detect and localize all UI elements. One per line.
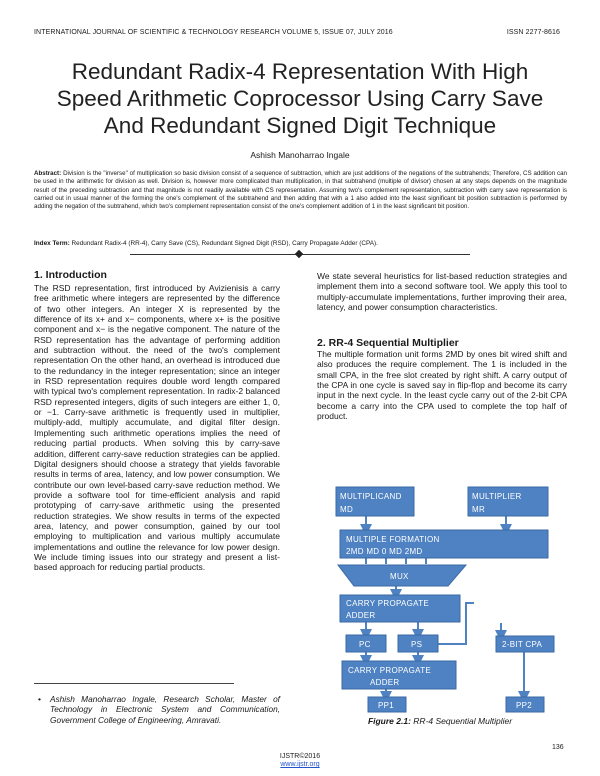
pp2-block <box>506 697 544 712</box>
multiplier-block <box>468 487 548 516</box>
carry-propagate-adder-bottom <box>342 661 456 689</box>
abstract-text: Division is the "inverse" of multiplication so basic division consist of a sequence of subtraction, which are just additions of the negations of the subtrahends; Therefore, CS addition can be used in the arithmetic for division as well. Division is, however more complicated than multiplication, in that subtrahend (multiple of divisor) chosen at any steps depends on the magnitude result of the preceding subtraction and that magnitude is not readily available with CS representation. Assuming two's complement representation, subtraction with carry save representation is carried out in usual manner of the forming the one's complement of the subtrahend and then adding that with a 1 also added into the least significant bit position subtraction is performed by adding the negation of the subtrahend, which two's complement representation consist of the one's complement addition of 1 in the least significant bit position. <box>34 170 567 211</box>
divider-diamond-icon <box>295 250 303 258</box>
footnote-bullet: • <box>38 694 41 704</box>
pc-block <box>346 635 386 652</box>
title-line: Redundant Radix-4 Representation With High <box>71 59 529 84</box>
author-name: Ashish Manoharrao Ingale <box>250 150 350 160</box>
multiplicand-block <box>336 487 414 516</box>
multiple-formation-label: MULTIPLE FORMATION <box>346 535 440 544</box>
paper-title <box>30 58 570 139</box>
multiplicand-label: MULTIPLICAND <box>340 492 402 501</box>
journal-link[interactable]: www.ijstr.org <box>280 761 320 768</box>
title-line: And Redundant Signed Digit Technique <box>103 113 497 138</box>
intro-paragraph: The RSD representation, first introduced by Avizienisis a carry free arithmetic where integers are represented by the difference of two other integers. An integer X is represented by the difference of its x+ and x− components, where x+ is the positive component and x− is the negative component. The nature of the RSD representation has the advantage of performing addition and subtraction without. the need of the two's complement representation On the other hand, an overhead is introduced due to the redundancy in the integer representation; since an integer in RSD representation requires double word length compared with typical two's complement representation. In radix-2 balanced RSD represented integers, digits of such integers are either 1, 0, or −1. Carry-save arithmetic is frequently used in multiplier, multiply-add, multiply accumulate, and digital filter design. Implementing such arithmetic operations implies the need of reducing partial products. When solving this by carry-save addition, different carry-save reduction strategies can be applied. Digital designers should choose a strategy that yields favorable results in terms of area, latency, and low power consumption. We contribute our own level-based carry-save reduction method. We provide a software tool for time-efficient analysis and rapid prototyping of carry-save arithmetic using the presented reduction strategies. We show results in terms of the expected area, latency, and power consumption, gained by our tool employing to multiplication and various multiply accumulate implementations and outline the relevance for low power design. We include timing issues into our strategy and present a list-based approach for reducing partial products. <box>34 283 280 573</box>
issn-header: ISSN 2277-8616 <box>506 29 560 36</box>
journal-copyright: IJSTR©2016 <box>279 753 321 760</box>
two-bit-cpa-block <box>496 636 554 652</box>
pp2-label: PP2 <box>516 701 533 710</box>
intro-heading: 1. Introduction <box>34 269 107 281</box>
pc-label: PC <box>359 640 371 649</box>
caption-label: Figure 2.1: <box>367 716 411 726</box>
multiplier-label: MULTIPLIER <box>472 492 522 501</box>
cpa-top-sub: ADDER <box>346 611 376 620</box>
pp1-block <box>368 697 406 712</box>
mux-block <box>338 565 466 586</box>
figure-caption <box>300 716 580 726</box>
two-bit-cpa-label: 2-BIT CPA <box>502 640 543 649</box>
multiple-formation-block <box>340 530 548 558</box>
ps-block <box>398 635 438 652</box>
mux-label: MUX <box>390 572 409 581</box>
footnote-rule <box>34 683 234 684</box>
carry-propagate-adder-top <box>340 595 460 622</box>
title-line: Speed Arithmetic Coprocessor Using Carry Save <box>56 86 544 111</box>
multiple-formation-sub: 2MD MD 0 MD 2MD <box>346 547 423 556</box>
multiplicand-sub: MD <box>340 505 354 514</box>
index-term-text: Redundant Radix-4 (RR-4), Carry Save (CS), Redundant Signed Digit (RSD), Carry Propagate Adder (CPA). <box>71 240 378 247</box>
multiplier-sub: MR <box>472 505 486 514</box>
caption-text: RR-4 Sequential Multiplier <box>413 716 513 726</box>
author-footnote: Ashish Manoharrao Ingale, Research Scholar, Master of Technology in Electronic System and Communication, Government College of Engineering, Amravati. <box>50 694 280 725</box>
rr4-heading: 2. RR-4 Sequential Multiplier <box>317 337 459 349</box>
cpa-bottom-sub: ADDER <box>370 678 400 687</box>
rr4-multiplier-diagram <box>326 485 556 713</box>
rr4-paragraph: The multiple formation unit forms 2MD by ones bit wired shift and also produces the require complement. The 1 is included in the small CPA, in the free slot created by right shift. A carry output of the CPA in one cycle is saved say in flip-flop and become its carry input in the next cycle. In the least cycle carry out of the 2-bit CPA become a carry into the CPA used to complete the top half of product. <box>317 349 567 422</box>
intro-continuation-paragraph: We state several heuristics for list-based reduction strategies and implement them into a second software tool. We apply this tool to multiply-accumulate implementations, further improving their area, latency, and power consumption characteristics. <box>317 271 567 313</box>
index-term-label: Index Term: <box>34 240 70 247</box>
page-number: 136 <box>552 744 564 751</box>
abstract <box>34 170 567 211</box>
index-terms <box>34 240 567 248</box>
pp1-label: PP1 <box>378 701 395 710</box>
cpa-top-label: CARRY PROPAGATE <box>346 599 430 608</box>
ps-label: PS <box>411 640 423 649</box>
abstract-label: Abstract: <box>34 170 62 177</box>
journal-header: INTERNATIONAL JOURNAL OF SCIENTIFIC & TECHNOLOGY RESEARCH VOLUME 5, ISSUE 07, JULY 2016 <box>34 29 393 36</box>
cpa-bottom-label: CARRY PROPAGATE <box>348 666 432 675</box>
